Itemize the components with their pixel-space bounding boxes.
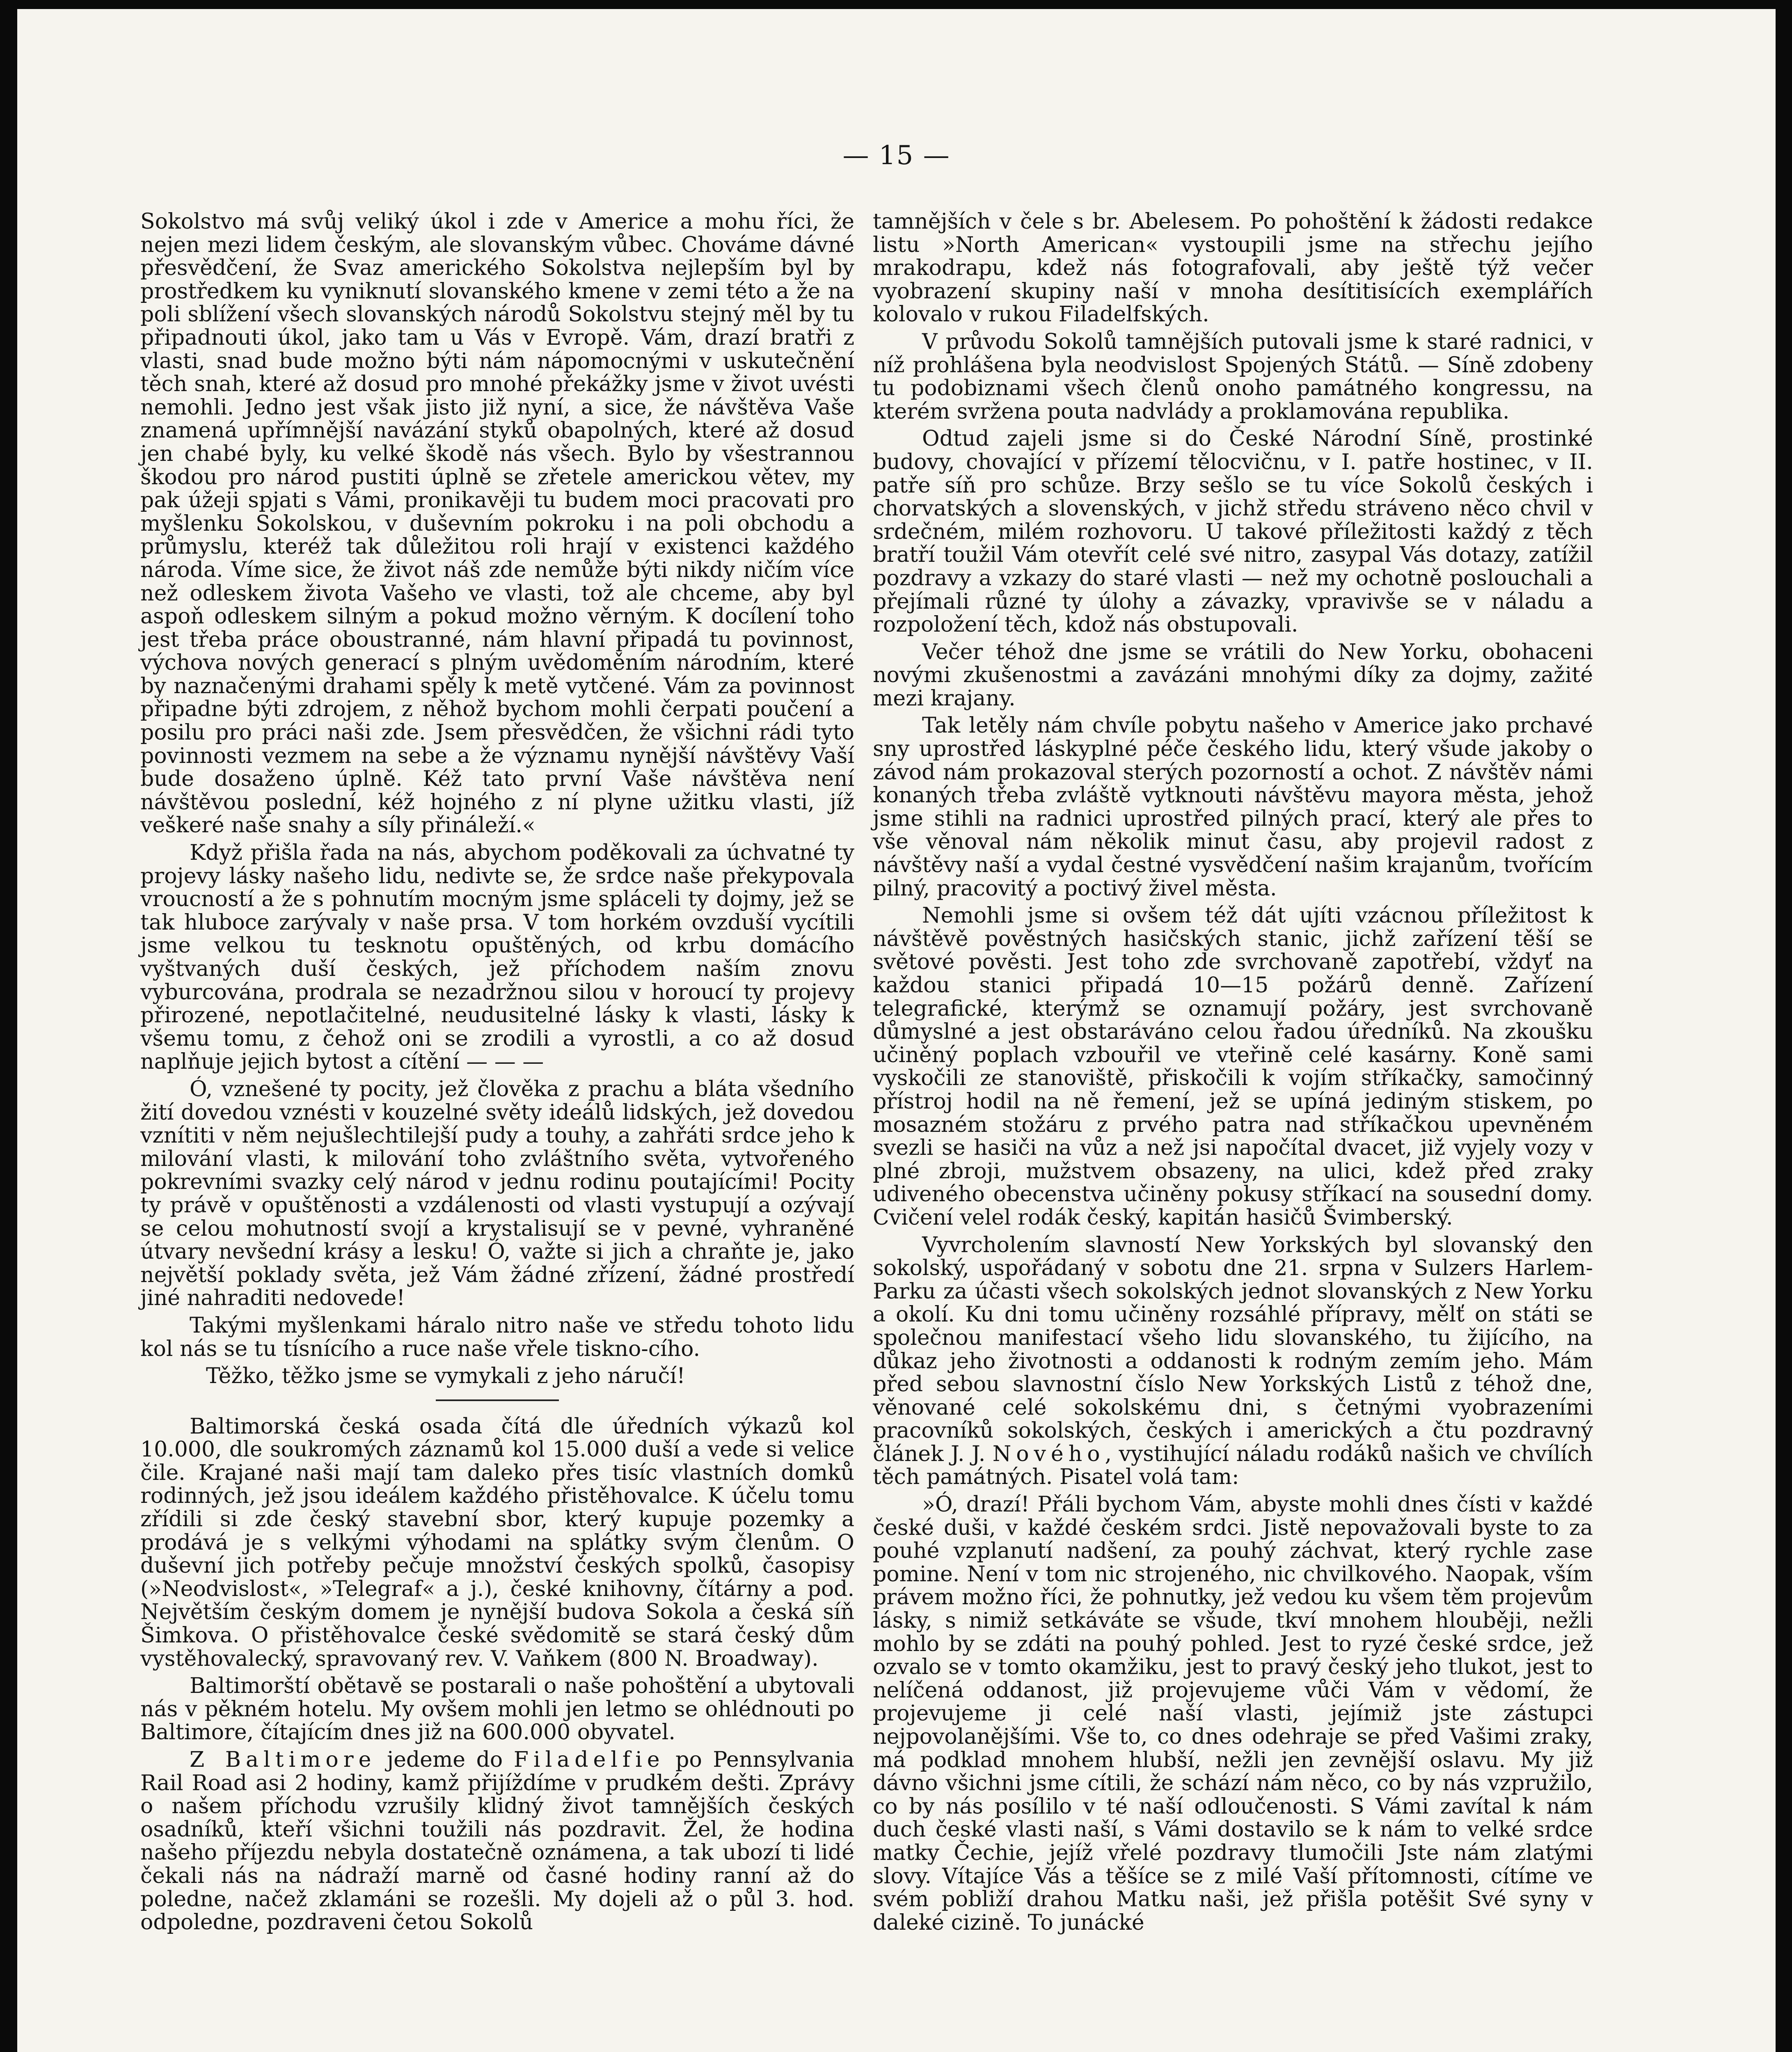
text-segment: po Pennsylvania Rail Road asi 2 hodiny, kamž přijíždíme v prudkém dešti. Zprávy o našem příchodu vzrušily klidný život tamnějších českých osadníků, kteří všichni toužili nás pozdravit. Žel, že hodina našeho příjezdu nebyla dostatečně oznámena, a tak ubozí ti lidé čekali nás na nádraží marně od časné hodiny ranní až do poledne, načež zklamáni se rozešli. My dojeli až o půl 3. hod. odpoledne, pozdraveni četou Sokolů: [140, 1747, 854, 1935]
text-segment: jedeme do: [376, 1747, 514, 1772]
text-segment: Vyvrcholením slavností New Yorkských byl slovanský den sokolský, uspořádaný v sobotu dne 21. srpna v Sulzers Harlem-Parku za účasti všech sokolských jednot slovanských z New Yorku a okolí. Ku dni tomu učiněny rozsáhlé přípravy, mělť on státi se společnou manifestací všeho lidu slovanského, tu žijícího, na důkaz jeho životnosti a oddanosti k rodným zemím jeho. Mám před sebou slavnostní číslo New Yorkských Listů z téhož dne, věnované celé sokolskému dni, s četnými vyobrazeními pracovníků sokolských, českých i amerických a čtu pozdravný článek J. J.: [873, 1232, 1593, 1466]
right-paragraph-7: [873, 1234, 1593, 1489]
section-divider: [436, 1399, 559, 1401]
spaced-novy: Nového: [992, 1441, 1105, 1466]
page-number: — 15 —: [842, 140, 950, 171]
right-paragraph-1: tamnějších v čele s br. Abelesem. Po pohoštění k žádosti redakce listu »North American« vystoupili jsme na střechu jejího mrakodrapu, kdež nás fotografovali, aby ještě týž večer vyobrazení skupiny naší v mnoha desítitisících exemplářích kolovalo v rukou Filadelfských.: [873, 209, 1593, 327]
right-paragraph-8: »Ó, drazí! Přáli bychom Vám, abyste mohli dnes čísti v každé české duši, v každé českém srdci. Jistě nepovažovali byste to za pouhé vzplanutí nadšení, za pouhý záchvat, který rychle zase pomine. Není v tom nic strojeného, nic chvilkového. Naopak, vším právem možno říci, že pohnutky, jež vedou ku všem těm projevům lásky, s nimiž setkáváte se všude, tkví mnohem hlouběji, nežli mohlo by se zdáti na pouhý pohled. Jest to ryzé české srdce, jež ozvalo se v tomto okamžiku, jest to pravý český jeho tlukot, jest to nelíčená oddanost, již projevujeme vůči Vám v vědomí, že projevujeme ji celé naší vlasti, jejímiž jste zástupci nejpovolanějšími. Vše to, co dnes odehraje se před Vašimi zraky, má podklad mnohem hlubší, nežli jen zevnější oslavu. My již dávno všichni jsme cítili, že schází nám něco, co by nás vzpružilo, co by nás posílilo v té naší odloučenosti. S Vámi zavítal k nám duch české vlasti naší, s Vámi dostavilo se k nám to velké srdce matky Čechie, jejíž vřelé pozdravy tlumočili Jste nám zlatými slovy. Vítajíce Vás a těšíce se z milé Vaší přítomnosti, cítíme ve svém pobliží drahou Matku naši, jež přišla potěšit Své syny v daleké cizině. To junácké: [873, 1492, 1593, 1935]
left-paragraph-6: Baltimorská česká osada čítá dle úředních výkazů kol 10.000, dle soukromých záznamů kol 15.000 duší a vede si velice čile. Krajané naši mají tam daleko přes tisíc vlastních domků rodinných, jež jsou ideálem každého přistěhovalce. K účelu tomu zřídili si zde český stavební sbor, který kupuje pozemky a prodává je s velkými výhodami na splátky svým členům. O duševní jich potřeby pečuje množství českých spolků, časopisy (»Neodvislost«, »Telegraf« a j.), české knihovny, čítárny a pod. Největším českým domem je nynější budova Sokola a česká síň Šimkova. O přistěhovalce české svědomitě se stará český dům vystěhovalecký, spravovaný rev. V. Vaňkem (800 N. Broadway).: [140, 1414, 854, 1671]
right-column: [873, 210, 1593, 1938]
left-paragraph-3: Ó, vznešené ty pocity, jež člověka z prachu a bláta všedního žití dovedou vznésti v kouzelné světy ideálů lidských, jež dovedou vznítiti v něm nejušlechtilejší pudy a touhy, a zahřáti srdce jeho k milování vlasti, k milování toho zvláštního světa, vytvořeného pokrevními svazky celý národ v jednu rodinu poutajícími! Pocity ty právě v opuštěnosti a vzdálenosti od vlasti vystupují a ozývají se celou mohutností svojí a krystalisují se v pevné, vyhraněné útvary nevšední krásy a lesku! Ó, važte si jich a chraňte je, jako největší poklady světa, jež Vám žádné zřízení, žádné prostředí jiné nahraditi nedovede!: [140, 1076, 854, 1311]
left-column: [140, 210, 854, 1938]
right-paragraph-3: Odtud zajeli jsme si do České Národní Síně, prostinké budovy, chovající v přízemí tělocvičnu, v I. patře hostinec, v II. patře síň pro schůze. Brzy sešlo se tu více Sokolů českých i chorvatských a slovenských, v jichž středu stráveno něco chvil v srdečném, milém rozhovoru. U takové příležitosti každý z těch bratří toužil Vám otevřít celé své nitro, zasypal Vás dotazy, zatížil pozdravy a vzkazy do staré vlasti — než my ochotně poslouchali a přejímali různé ty úlohy a závazky, vpravivše se v náladu a rozpoložení těch, kdož nás obstupovali.: [873, 426, 1593, 637]
left-paragraph-5: Těžko, těžko jsme se vymykali z jeho náručí!: [206, 1364, 685, 1389]
right-paragraph-6: Nemohli jsme si ovšem též dát ujíti vzácnou příležitost k návštěvě pověstných hasičských stanic, jichž zařízení těší se světové pověsti. Jest toho zde svrchovaně zapotřebí, vždyť na každou stanici připadá 10—15 požárů denně. Zařízení telegrafické, kterýmž se oznamují požáry, jest svrchovaně důmyslné a jest obstaráváno celou řadou úředníků. Na zkoušku učiněný poplach vzbouřil ve vteřině celé kasárny. Koně sami vyskočili ze stanoviště, přiskočili k vojím stříkačky, samočinný přístroj hodil na ně řemení, jež se upíná jediným stiskem, po mosazném stožáru z prvého patra nad stříkačkou upevněném svezli se hasiči na vůz a než jsi napočítal dvacet, již vyjely vozy v plné zbroji, mužstvem obsazeny, na ulici, kdež před zraky udiveného obecenstva učiněny pokusy stříkací na sousední domy. Cvičení velel rodák český, kapitán hasičů Švimberský.: [873, 903, 1593, 1230]
text-segment: , vystihující náladu rodáků našich ve chvílích těch památných. Pisatel volá tam:: [873, 1441, 1593, 1490]
right-paragraph-2: V průvodu Sokolů tamnějších putovali jsme k staré radnici, v níž prohlášena byla neodvislost Spojených Států. — Síně zdobeny tu podobiznami všech členů onoho památného kongressu, na kterém svržena pouta nadvlády a proklamována republika.: [873, 329, 1593, 424]
right-paragraph-4: Večer téhož dne jsme se vrátili do New Yorku, obohaceni novými zkušenostmi a zavázáni mnohými díky za dojmy, zažité mezi krajany.: [873, 639, 1593, 711]
right-paragraph-5: Tak letěly nám chvíle pobytu našeho v Americe jako prchavé sny uprostřed láskyplné péče českého lidu, který všude jakoby o závod nám prokazoval sterých pozorností a ochot. Z návštěv námi konaných třeba zvláště vytknouti návštěvu mayora města, jehož jsme stihli na radnici uprostřed pilných prací, který ale přes to vše věnoval nám několik minut času, aby projevil radost z návštěvy naší a vydal čestné vysvědčení našim krajanům, tvořícím pilný, pracovitý a poctivý živel města.: [873, 713, 1593, 901]
spaced-filadelfie: Filadelfie: [513, 1747, 665, 1772]
left-paragraph-8: [140, 1748, 854, 1934]
left-paragraph-4: Takými myšlenkami háralo nitro naše ve středu tohoto lidu kol nás se tu tísnícího a ruce naše vřele tiskno-cího.: [140, 1313, 854, 1361]
left-paragraph-1: Sokolstvo má svůj veliký úkol i zde v Americe a mohu říci, že nejen mezi lidem českým, ale slovanským vůbec. Chováme dávné přesvědčení, že Svaz amerického Sokolstva nejlepším byl by prostředkem ku vyniknutí slovanského kmene v zemi této a že na poli sblížení všech slovanských národů Sokolstvu stejný měl by tu připadnouti úkol, jako tam u Vás v Evropě. Vám, drazí bratři z vlasti, snad bude možno býti nám nápomocnými v uskutečnění těch snah, které až dosud pro mnohé překážky jsme v život uvésti nemohli. Jedno jest však jisto již nyní, a sice, že návštěva Vaše znamená upřímnější navázání styků obapolných, které až dosud jen chabé byly, ku velké škodě nás všech. Bylo by všestrannou škodou pro národ pustiti úplně se zřetele americkou větev, my pak úžeji spjati s Vámi, pronikavěji tu budem moci pracovati pro myšlenku Sokolskou, v duševním pokroku i na poli obchodu a průmyslu, kteréž tak důležitou roli hrají v existenci každého národa. Víme sice, že život náš zde nemůže býti nikdy ničím více než odleskem života Vašeho ve vlasti, tož ale chceme, aby byl aspoň odleskem silným a pokud možno věrným. K docílení toho jest třeba práce oboustranné, nám hlavní připadá tu povinnost, výchova nových generací s plným uvědoměním národním, které by naznačenými drahami spěly k metě vytčené. Vám za povinnost připadne býti zdrojem, z něhož bychom mohli čerpati poučení a posilu pro práci naši zde. Jsem přesvědčen, že všichni rádi tyto povinnosti vezmem na sebe a že významu nynější návštěvy Vaší bude dosaženo úplně. Kéž tato první Vaše návštěva není návštěvou poslední, kéž hojného z ní plyne užitku vlasti, jíž veškeré naše snahy a síly přináleží.«: [140, 209, 854, 838]
left-paragraph-2: Když přišla řada na nás, abychom poděkovali za úchvatné ty projevy lásky našeho lidu, nedivte se, že srdce naše překypovala vroucností a že s pohnutím mocným jsme spláceli ty dojmy, jež se tak hluboce zarývaly v naše prsa. V tom horkém ovzduší vycítili jsme velkou tu tesknotu opuštěných, od krbu domácího vyštvaných duší českých, jež příchodem naším znovu vyburcována, prodrala se nezadržnou silou v horoucí ty projevy přirozené, nepotlačitelné, neudusitelné lásky k vlasti, lásky k všemu tomu, z čehož oni se zrodili a vyrostli, a co až dosud naplňuje jejich bytost a cítění — — —: [140, 840, 854, 1074]
spaced-baltimore: Z Baltimore: [190, 1747, 376, 1772]
page-sheet: [17, 9, 1776, 2052]
left-paragraph-7: Baltimorští obětavě se postarali o naše pohoštění a ubytovali nás v pěkném hotelu. My ovšem mohli jen letmo se ohlédnouti po Baltimore, čítajícím dnes již na 600.000 obyvatel.: [140, 1674, 854, 1745]
